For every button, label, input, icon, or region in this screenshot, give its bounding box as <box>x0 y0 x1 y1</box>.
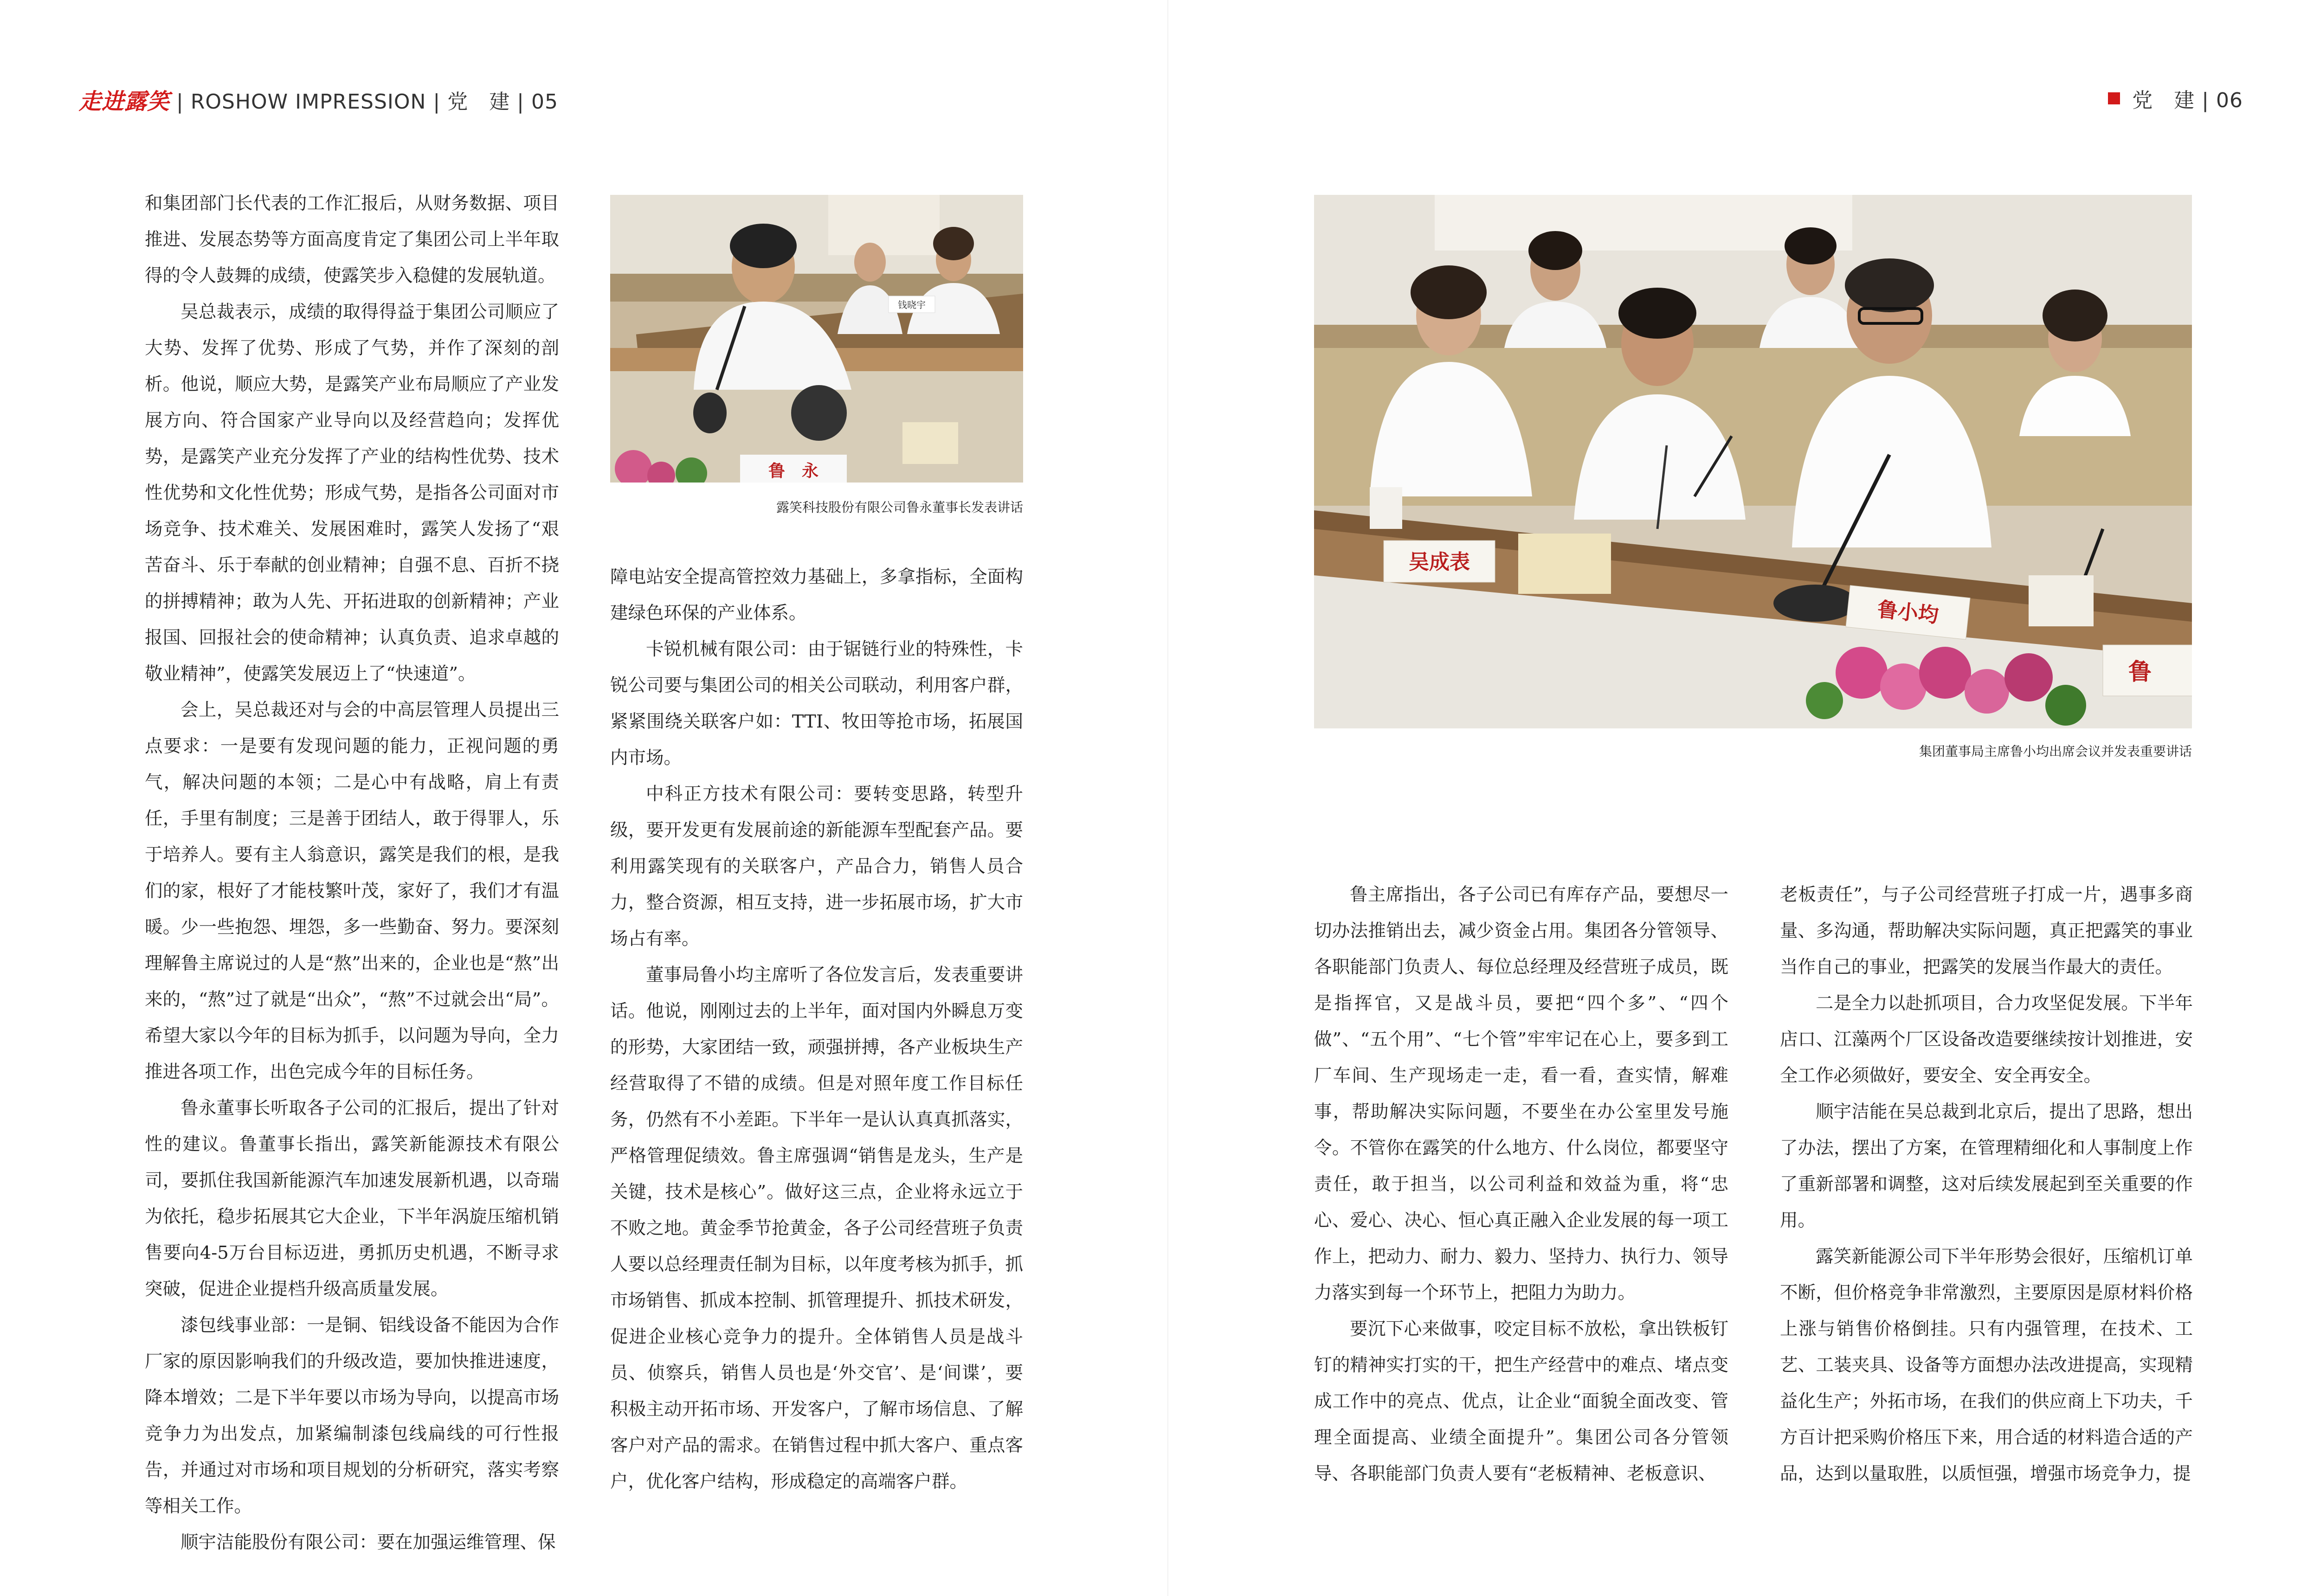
text-column-3 <box>1314 877 1728 1492</box>
photo-illustration <box>1314 195 2192 728</box>
paragraph: 顺宇洁能在吴总裁到北京后，提出了思路，想出了办法，摆出了方案，在管理精细化和人事制度上作了重新部署和调整，这对后续发展起到至关重要的作用。 <box>1780 1101 2193 1231</box>
right-header-title: 党 建 | 06 <box>2132 89 2243 112</box>
text-column-1 <box>145 186 559 1561</box>
back-nameplate-text: 钱晓宇 <box>898 299 926 310</box>
left-header-title: | ROSHOW IMPRESSION | 党 建 | 05 <box>176 90 558 114</box>
nameplate-text: 鲁 永 <box>768 462 819 481</box>
nameplate-center-text: 鲁小均 <box>1876 598 1940 628</box>
paragraph: 董事局鲁小均主席听了各位发言后，发表重要讲话。他说，刚刚过去的上半年，面对国内外瞬息万变的形势，大家团结一致，顽强拼搏，各产业板块生产经营取得了不错的成绩。但是对照年度工作目标任务，仍然有不小差距。下半年一是认认真真抓落实，严格管理促绩效。鲁主席强调“销售是龙头，生产是关键，技术是核心”。做好这三点，企业将永远立于不败之地。黄金季节抢黄金，各子公司经营班子负责人要以总经理责任制为目标，以年度考核为抓手，抓市场销售、抓成本控制、抓管理提升、抓技术研发，促进企业核心竞争力的提升。全体销售人员是战斗员、侦察兵，销售人员也是‘外交官’、是‘间谍’，要积极主动开拓市场、开发客户，了解市场信息、了解客户对产品的需求。在销售过程中抓大客户、重点客户，优化客户结构，形成稳定的高端客户群。 <box>610 965 1023 1492</box>
paragraph: 要沉下心来做事，咬定目标不放松，拿出铁板钉钉的精神实打实的干，把生产经营中的难点、堵点变成工作中的亮点、优点，让企业“面貌全面改变、管理全面提高、业绩全面提升”。集团公司各分管领导、各职能部门负责人要有“老板精神、老板意识、 <box>1314 1319 1728 1484</box>
paragraph: 和集团部门长代表的工作汇报后，从财务数据、项目推进、发展态势等方面高度肯定了集团公司上半年取得的令人鼓舞的成绩，使露笑步入稳健的发展轨道。 <box>145 193 559 286</box>
paragraph: 鲁主席指出，各子公司已有库存产品，要想尽一切办法推销出去，减少资金占用。集团各分管领导、各职能部门负责人、每位总经理及经营班子成员，既是指挥官，又是战斗员，要把“四个多”、“四个做”、“五个用”、“七个管”牢牢记在心上，要多到工厂车间、生产现场走一走，看一看，查实情，解难事，帮助解决实际问题，不要坐在办公室里发号施令。不管你在露笑的什么地方、什么岗位，都要坚守责任，敢于担当，以公司利益和效益为重，将“忠心、爱心、决心、恒心真正融入企业发展的每一项工作上，把动力、耐力、毅力、坚持力、执行力、领导力落实到每一个环节上，把阻力为助力。 <box>1314 884 1728 1303</box>
paragraph: 漆包线事业部：一是铜、铝线设备不能因为合作厂家的原因影响我们的升级改造，要加快推进速度，降本增效；二是下半年要以市场为导向，以提高市场竞争力为出发点，加紧编制漆包线扁线的可行性报告，并通过对市场和项目规划的分析研究，落实考察等相关工作。 <box>145 1315 559 1517</box>
paragraph: 鲁永董事长听取各子公司的汇报后，提出了针对性的建议。鲁董事长指出，露笑新能源技术有限公司，要抓住我国新能源汽车加速发展新机遇，以奇瑞为依托，稳步拓展其它大企业，下半年涡旋压缩机销售要向4-5万台目标迈进，勇抓历史机遇，不断寻求突破，促进企业提档升级高质量发展。 <box>145 1098 559 1300</box>
paragraph: 中科正方技术有限公司：要转变思路，转型升级，要开发更有发展前途的新能源车型配套产品。要利用露笑现有的关联客户，产品合力，销售人员合力，整合资源，相互支持，进一步拓展市场，扩大市场占有率。 <box>610 784 1023 949</box>
paragraph: 老板责任”，与子公司经营班子打成一片，遇事多商量、多沟通，帮助解决实际问题，真正把露笑的事业当作自己的事业，把露笑的发展当作最大的责任。 <box>1780 884 2193 978</box>
red-square-icon <box>2108 92 2120 104</box>
photo-2-caption: 集团董事局主席鲁小均出席会议并发表重要讲话 <box>1919 744 2192 759</box>
left-page-header <box>79 84 558 116</box>
photo-illustration <box>610 195 1023 483</box>
photo-chairman-luyong <box>610 195 1023 483</box>
paragraph: 会上，吴总裁还对与会的中高层管理人员提出三点要求：一是要有发现问题的能力，正视问题的勇气，解决问题的本领；二是心中有战略，肩上有责任，手里有制度；三是善于团结人，敢于得罪人，乐于培养人。要有主人翁意识，露笑是我们的根，是我们的家，根好了才能枝繁叶茂，家好了，我们才有温暖。少一些抱怨、埋怨，多一些勤奋、努力。要深刻理解鲁主席说过的人是“熬”出来的，企业也是“熬”出来的，“熬”过了就是“出众”，“熬”不过就会出“局”。希望大家以今年的目标为抓手，以问题为导向，全力推进各项工作，出色完成今年的目标任务。 <box>145 700 559 1082</box>
nameplate-right-text: 鲁 <box>2128 658 2152 685</box>
paragraph: 障电站安全提高管控效力基础上，多拿指标，全面构建绿色环保的产业体系。 <box>610 566 1023 624</box>
paragraph: 露笑新能源公司下半年形势会很好，压缩机订单不断，但价格竞争非常激烈，主要原因是原材料价格上涨与销售价格倒挂。只有内强管理，在技术、工艺、工装夹具、设备等方面想办法改进提高，实现精益化生产；外拓市场，在我们的供应商上下功夫，千方百计把采购价格压下来，用合适的材料造合适的产品，达到以量取胜，以质恒强，增强市场竞争力，提 <box>1780 1246 2193 1484</box>
paragraph: 卡锐机械有限公司：由于锯链行业的特殊性，卡锐公司要与集团公司的相关公司联动，利用客户群，紧紧围绕关联客户如：TTI、牧田等抢市场，拓展国内市场。 <box>610 639 1023 768</box>
paragraph: 吴总裁表示，成绩的取得得益于集团公司顺应了大势、发挥了优势、形成了气势，并作了深刻的剖析。他说，顺应大势，是露笑产业布局顺应了产业发展方向、符合国家产业导向以及经营趋向；发挥优势，是露笑产业充分发挥了产业的结构性优势、技术性优势和文化性优势；形成气势，是指各公司面对市场竞争、技术难关、发展困难时，露笑人发扬了“艰苦奋斗、乐于奉献的创业精神；自强不息、百折不挠的拼搏精神；敢为人先、开拓进取的创新精神；产业报国、回报社会的使命精神；认真负责、追求卓越的敬业精神”，使露笑发展迈上了“快速道”。 <box>145 302 559 684</box>
nameplate-left-text: 吴成表 <box>1409 550 1470 574</box>
text-column-2 <box>610 559 1023 1500</box>
brand-logo: 走进露笑 <box>79 89 170 115</box>
text-column-4 <box>1780 877 2193 1492</box>
photo-1-caption: 露笑科技股份有限公司鲁永董事长发表讲话 <box>776 500 1023 515</box>
paragraph: 二是全力以赴抓项目，合力攻坚促发展。下半年店口、江藻两个厂区设备改造要继续按计划推进，安全工作必须做好，要安全、安全再安全。 <box>1780 993 2193 1086</box>
paragraph: 顺宇洁能股份有限公司：要在加强运维管理、保 <box>180 1532 556 1553</box>
photo-chairman-luxiaojun <box>1314 195 2192 728</box>
right-page-header <box>2108 84 2243 113</box>
